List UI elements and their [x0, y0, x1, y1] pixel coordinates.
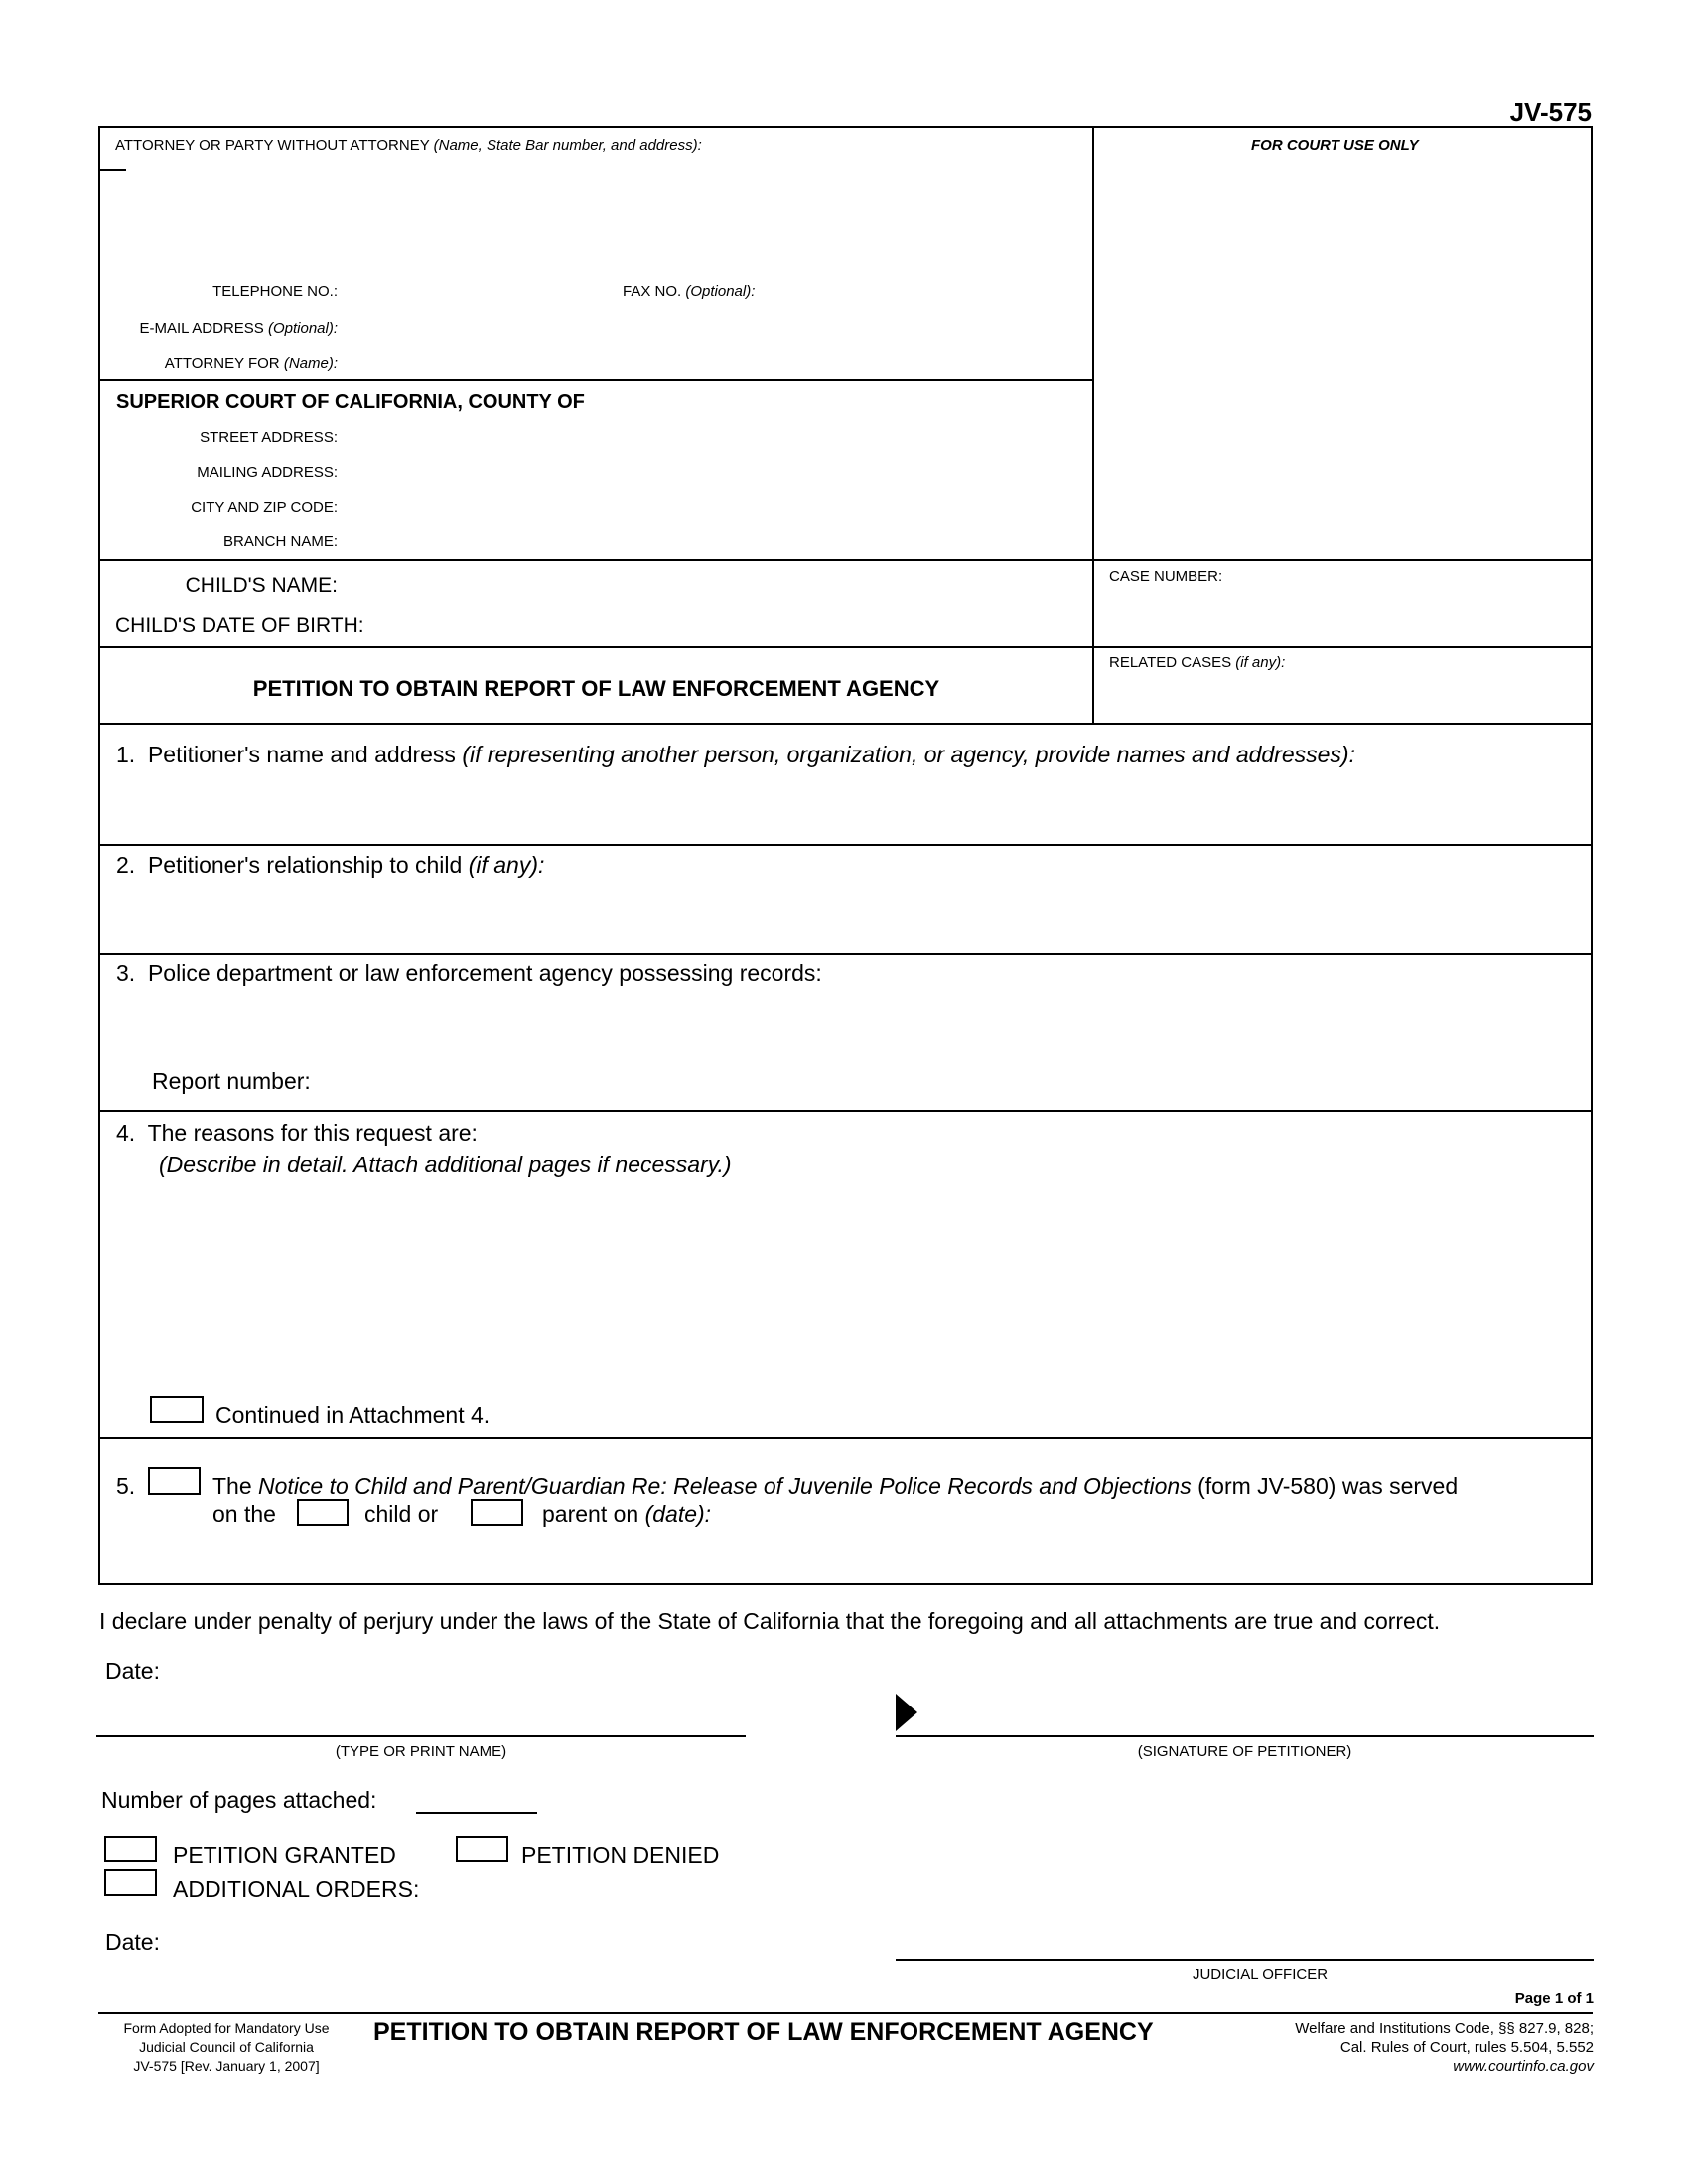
continued-attachment-label: Continued in Attachment 4.: [215, 1402, 491, 1428]
pages-attached-label: Number of pages attached:: [101, 1787, 377, 1813]
caption-divider: [1092, 126, 1094, 725]
notice-served-checkbox[interactable]: [148, 1467, 201, 1495]
attorney-court-divider: [98, 379, 1094, 381]
attorney-tick: [100, 169, 126, 171]
branch-name-label: BRANCH NAME:: [222, 533, 338, 550]
page-number: Page 1 of 1: [1514, 1990, 1594, 2007]
item-5-text: The Notice to Child and Parent/Guardian Re: Release of Juvenile Police Records and Objections (form JV-580) was served: [212, 1473, 1459, 1499]
petition-denied-label: PETITION DENIED: [521, 1843, 720, 1868]
footer-right: Welfare and Institutions Code, §§ 827.9, 828; Cal. Rules of Court, rules 5.504, 5.552 www.courtinfo.ca.gov: [1295, 2020, 1594, 2075]
fax-label: FAX NO. (Optional):: [623, 283, 756, 300]
child-name-label: CHILD'S NAME:: [185, 574, 338, 597]
petition-granted-label: PETITION GRANTED: [173, 1843, 396, 1868]
item-5-number: 5.: [116, 1473, 136, 1499]
print-name-line[interactable]: [96, 1735, 746, 1737]
signature-line[interactable]: [896, 1735, 1594, 1737]
child-checkbox[interactable]: [297, 1499, 349, 1526]
signature-label: (SIGNATURE OF PETITIONER): [1137, 1743, 1352, 1760]
footer-title: PETITION TO OBTAIN REPORT OF LAW ENFORCEMENT AGENCY: [373, 2018, 1154, 2046]
print-name-label: (TYPE OR PRINT NAME): [335, 1743, 507, 1760]
attorney-label: ATTORNEY OR PARTY WITHOUT ATTORNEY (Name, State Bar number, and address):: [115, 137, 702, 154]
attorney-for-label: ATTORNEY FOR (Name):: [164, 355, 338, 372]
mailing-address-label: MAILING ADDRESS:: [197, 464, 338, 480]
child-title-divider: [98, 646, 1094, 648]
petition-granted-checkbox[interactable]: [104, 1836, 157, 1862]
continued-attachment-checkbox[interactable]: [150, 1396, 204, 1423]
form-title: PETITION TO OBTAIN REPORT OF LAW ENFORCEMENT AGENCY: [252, 676, 940, 701]
street-address-label: STREET ADDRESS:: [200, 429, 338, 446]
child-or-label: child or: [364, 1501, 439, 1527]
item3-divider: [98, 1110, 1593, 1112]
order-date-label: Date:: [105, 1929, 160, 1955]
item-4: 4. The reasons for this request are:: [116, 1120, 478, 1146]
parent-on-label: parent on (date):: [542, 1501, 712, 1527]
footer-left: Form Adopted for Mandatory Use Judicial Council of California JV-575 [Rev. January 1, 2007]: [123, 2020, 330, 2074]
declaration-date-label: Date:: [105, 1658, 160, 1684]
telephone-label: TELEPHONE NO.:: [212, 283, 338, 300]
signature-arrow-icon: [896, 1694, 917, 1731]
judicial-officer-label: JUDICIAL OFFICER: [1192, 1966, 1329, 1982]
additional-orders-checkbox[interactable]: [104, 1869, 157, 1896]
form-number: JV-575: [1509, 97, 1592, 127]
item-3: 3. Police department or law enforcement agency possessing records:: [116, 960, 822, 986]
declaration-text: I declare under penalty of perjury under the laws of the State of California that the foregoing and all attachments are true and correct.: [99, 1608, 1441, 1634]
related-cases-label: RELATED CASES (if any):: [1109, 654, 1286, 671]
court-use-label: FOR COURT USE ONLY: [1251, 137, 1419, 154]
petition-denied-checkbox[interactable]: [456, 1836, 508, 1862]
item-5-on-the: on the: [212, 1501, 276, 1527]
city-zip-label: CITY AND ZIP CODE:: [191, 499, 338, 516]
pages-attached-line[interactable]: [416, 1812, 537, 1814]
case-number-label: CASE NUMBER:: [1109, 568, 1223, 585]
item-1: 1. Petitioner's name and address (if representing another person, organization, or agency, provide names and addresses):: [116, 742, 1355, 767]
judicial-officer-line[interactable]: [896, 1959, 1594, 1961]
item1-divider: [98, 844, 1593, 846]
email-label: E-MAIL ADDRESS (Optional):: [139, 320, 338, 337]
case-related-divider: [1092, 646, 1593, 648]
court-child-divider: [98, 559, 1593, 561]
child-dob-label: CHILD'S DATE OF BIRTH:: [115, 614, 364, 637]
footer-rule: [98, 2012, 1593, 2014]
court-name: SUPERIOR COURT OF CALIFORNIA, COUNTY OF: [116, 391, 585, 413]
additional-orders-label: ADDITIONAL ORDERS:: [173, 1876, 420, 1902]
parent-checkbox[interactable]: [471, 1499, 523, 1526]
report-number-label: Report number:: [152, 1068, 311, 1094]
item2-divider: [98, 953, 1593, 955]
item-4-note: (Describe in detail. Attach additional pages if necessary.): [159, 1152, 732, 1177]
item4-divider: [98, 1437, 1593, 1439]
item-2: 2. Petitioner's relationship to child (if any):: [116, 852, 545, 878]
